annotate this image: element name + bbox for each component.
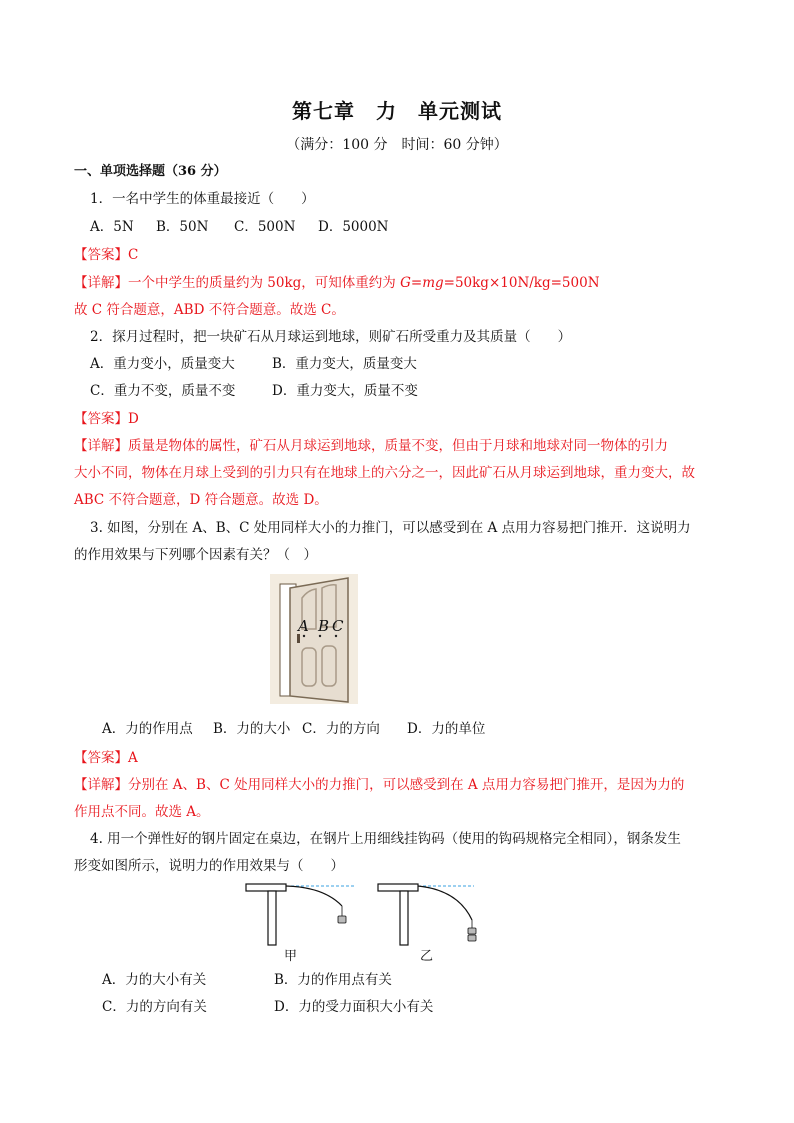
q1-options xyxy=(90,217,389,237)
figure-jia-label: 甲 xyxy=(284,949,298,964)
q1-option-b: B．50N xyxy=(156,219,209,235)
q4-options-row2 xyxy=(102,997,433,1017)
q2-answer: 【答案】D xyxy=(74,411,139,427)
page-title: 第七章 力 单元测试 xyxy=(292,99,502,123)
q3-detail-line1: 【详解】分别在 A、B、C 处用同样大小的力推门，可以感受到在 A 点用力容易把门推开，是因为力的 xyxy=(74,777,685,793)
page-subtitle: （满分：100 分 时间：60 分钟） xyxy=(286,137,508,153)
q2-options-row1 xyxy=(90,354,417,374)
q3-option-d: D．力的单位 xyxy=(407,721,486,737)
q1-stem: 1．一名中学生的体重最接近（ ） xyxy=(90,191,315,207)
q4-option-c: C．力的方向有关 xyxy=(102,999,207,1015)
door-label-b: B xyxy=(318,617,330,635)
q1-option-c: C．500N xyxy=(234,219,296,235)
q4-option-a: A．力的大小有关 xyxy=(102,972,207,988)
q2-detail-line2: 大小不同，物体在月球上受到的引力只有在地球上的六分之一，因此矿石从月球运到地球，重力变大，故 xyxy=(74,465,695,481)
q2-option-b: B．重力变大，质量变大 xyxy=(272,356,417,372)
q3-stem-line1: 3. 如图，分别在 A、B、C 处用同样大小的力推门，可以感受到在 A 点用力容易把门推开．这说明力 xyxy=(90,520,691,536)
door-figure xyxy=(270,574,358,704)
q2-options-row2 xyxy=(90,381,418,401)
q4-stem-line2: 形变如图所示，说明力的作用效果与（ ） xyxy=(74,858,344,874)
q3-stem-line2: 的作用效果与下列哪个因素有关？（ ） xyxy=(74,547,317,563)
figure-yi-label: 乙 xyxy=(420,949,434,964)
q2-option-d: D．重力变大，质量不变 xyxy=(272,383,418,399)
q1-option-d: D．5000N xyxy=(318,219,389,235)
q2-option-a: A．重力变小，质量变大 xyxy=(90,356,235,372)
q1-detail-formula: G=mg xyxy=(400,275,444,291)
q1-detail xyxy=(74,273,600,293)
spring-steel-figure xyxy=(244,880,480,966)
q3-options xyxy=(102,719,485,739)
q3-option-b: B．力的大小 xyxy=(213,721,291,737)
q2-detail-line3: ABC 不符合题意，D 符合题意。故选 D。 xyxy=(74,492,328,508)
q2-detail-line1: 【详解】质量是物体的属性，矿石从月球运到地球，质量不变，但由于月球和地球对同一物体的引力 xyxy=(74,438,668,454)
q4-option-d: D．力的受力面积大小有关 xyxy=(274,999,434,1015)
q1-detail-line2: 故 C 符合题意，ABD 不符合题意。故选 C。 xyxy=(74,302,345,318)
q4-options-row1 xyxy=(102,970,392,990)
section-heading: 一、单项选择题（36 分） xyxy=(74,164,227,179)
door-label-c: C xyxy=(332,617,344,635)
q1-answer: 【答案】C xyxy=(74,247,139,263)
q3-detail-line2: 作用点不同。故选 A。 xyxy=(74,804,210,820)
door-label-a: A xyxy=(298,617,309,635)
q3-option-a: A．力的作用点 xyxy=(102,721,193,737)
q3-option-c: C．力的方向 xyxy=(302,721,380,737)
figure-yi xyxy=(378,884,476,964)
q1-option-a: A．5N xyxy=(90,219,134,235)
q1-detail-prefix: 【详解】一个中学生的质量约为 50kg，可知体重约为 xyxy=(74,275,401,291)
figure-jia xyxy=(246,884,356,964)
q4-option-b: B．力的作用点有关 xyxy=(274,972,392,988)
q4-stem-line1: 4. 用一个弹性好的钢片固定在桌边，在钢片上用细线挂钩码（使用的钩码规格完全相同），钢条发生 xyxy=(90,831,681,847)
q1-detail-suffix: =50kg×10N/kg=500N xyxy=(443,275,600,291)
q2-stem: 2．探月过程时，把一块矿石从月球运到地球，则矿石所受重力及其质量（ ） xyxy=(90,329,572,345)
q2-option-c: C．重力不变，质量不变 xyxy=(90,383,236,399)
q3-answer: 【答案】A xyxy=(74,750,138,766)
